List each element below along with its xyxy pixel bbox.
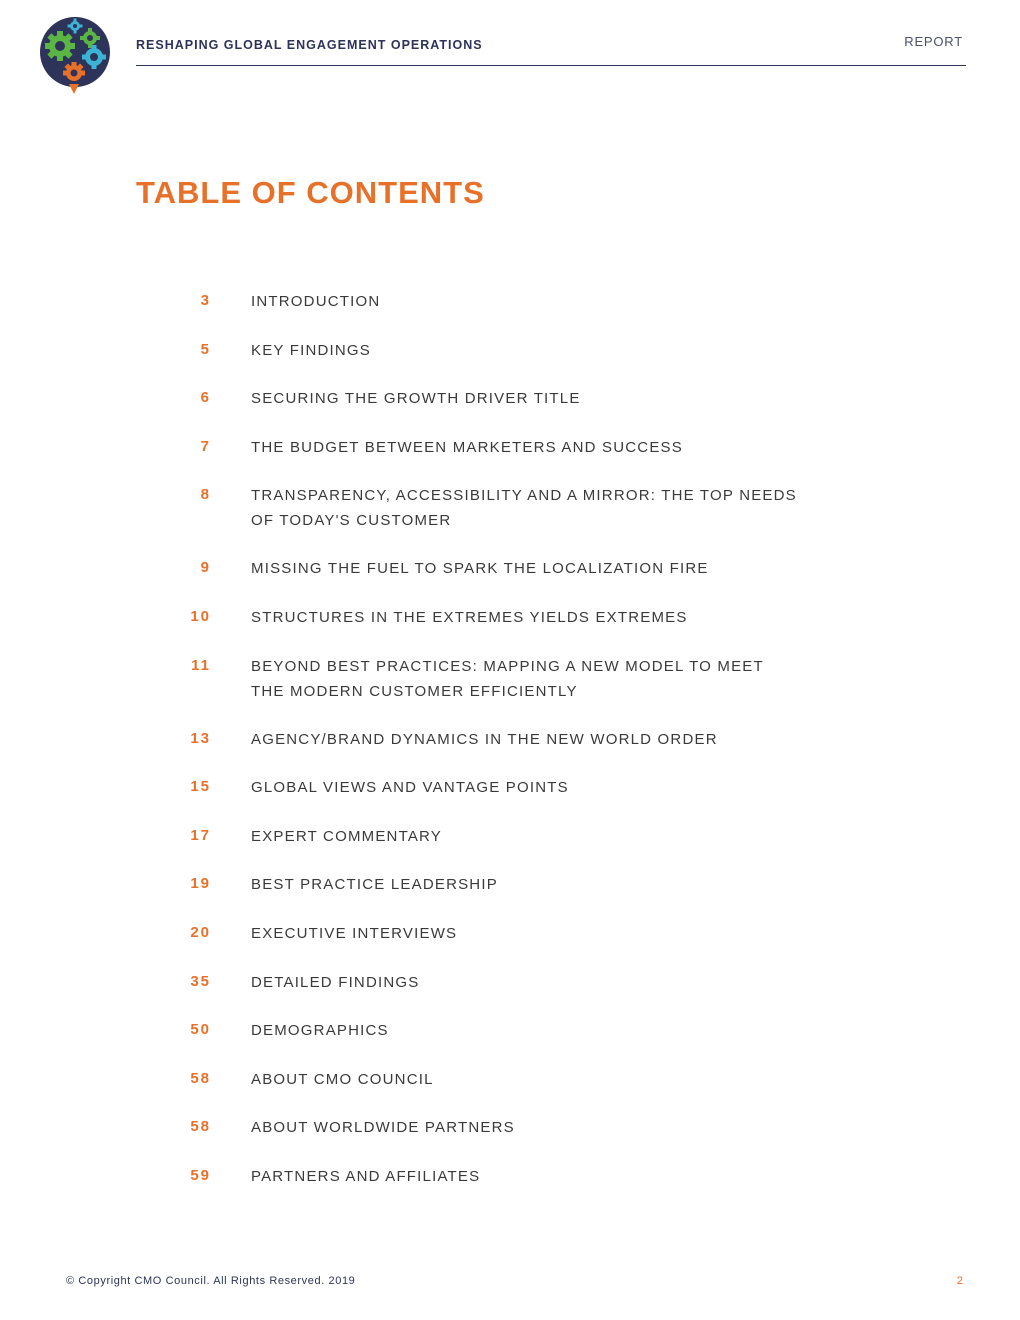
toc-page-number: 58 (190, 1118, 211, 1136)
toc-page-number: 7 (200, 437, 211, 455)
toc-title (251, 1018, 831, 1043)
toc-entry[interactable] (150, 484, 850, 533)
toc-page-number: 15 (190, 778, 211, 796)
toc-title-line: STRUCTURES IN THE EXTREMES YIELDS EXTREMES (251, 608, 688, 626)
toc-title-line: ABOUT CMO COUNCIL (251, 1070, 434, 1088)
toc-entry[interactable] (150, 776, 850, 800)
header-title: RESHAPING GLOBAL ENGAGEMENT OPERATIONS (136, 38, 483, 52)
toc-title-line: TRANSPARENCY, ACCESSIBILITY AND A MIRROR: THE TOP NEEDS (251, 487, 797, 505)
toc-title (251, 1067, 831, 1092)
toc-title (251, 1115, 831, 1140)
toc-page-number: 19 (190, 875, 211, 893)
toc-entry[interactable] (150, 655, 850, 704)
toc-page-number: 5 (200, 340, 211, 358)
toc-title (251, 654, 831, 704)
header-divider (136, 65, 966, 66)
toc-entry[interactable] (150, 1019, 850, 1043)
toc-page-number: 50 (190, 1021, 211, 1039)
toc-entry[interactable] (150, 387, 850, 411)
toc-entry[interactable] (150, 436, 850, 460)
header-report-tag: REPORT (904, 34, 963, 49)
toc-page-number: 8 (200, 486, 211, 504)
toc-page-number: 35 (190, 972, 211, 990)
toc-entry[interactable] (150, 1068, 850, 1092)
toc-entry[interactable] (150, 557, 850, 581)
toc-title-line: EXPERT COMMENTARY (251, 827, 442, 845)
toc-title-line: DETAILED FINDINGS (251, 973, 420, 991)
toc-page-number: 58 (190, 1069, 211, 1087)
toc-title (251, 921, 831, 946)
toc-title (251, 727, 831, 752)
toc-entry[interactable] (150, 290, 850, 314)
toc-title-line: OF TODAY'S CUSTOMER (251, 512, 452, 530)
toc-page-number: 20 (190, 923, 211, 941)
toc-title-line: SECURING THE GROWTH DRIVER TITLE (251, 390, 581, 408)
toc-title-line: DEMOGRAPHICS (251, 1022, 389, 1040)
toc-page-number: 17 (190, 826, 211, 844)
toc-entry[interactable] (150, 922, 850, 946)
toc-title (251, 338, 831, 363)
toc-entry[interactable] (150, 339, 850, 363)
toc-title (251, 556, 831, 581)
toc-title (251, 872, 831, 897)
toc-page-number: 9 (200, 559, 211, 577)
toc-title (251, 1164, 831, 1189)
toc-title-line: PARTNERS AND AFFILIATES (251, 1167, 481, 1185)
toc-title-line: THE MODERN CUSTOMER EFFICIENTLY (251, 682, 578, 700)
toc-title-line: INTRODUCTION (251, 293, 381, 310)
toc-title-line: GLOBAL VIEWS AND VANTAGE POINTS (251, 779, 569, 797)
toc-title (251, 289, 831, 314)
toc-page-number: 11 (191, 656, 211, 674)
toc-title-line: MISSING THE FUEL TO SPARK THE LOCALIZATION FIRE (251, 560, 709, 578)
page-title: TABLE OF CONTENTS (136, 175, 485, 210)
toc-title-line: BEYOND BEST PRACTICES: MAPPING A NEW MODEL TO MEET (251, 657, 764, 675)
toc-page-number: 10 (190, 607, 211, 625)
toc-title-line: AGENCY/BRAND DYNAMICS IN THE NEW WORLD ORDER (251, 730, 718, 748)
toc-title (251, 970, 831, 995)
toc-title-line: EXECUTIVE INTERVIEWS (251, 924, 458, 942)
footer-page-number: 2 (956, 1275, 963, 1287)
toc-page-number: 13 (190, 729, 211, 747)
toc-entry[interactable] (150, 1116, 850, 1140)
toc-title-line: ABOUT WORLDWIDE PARTNERS (251, 1119, 515, 1137)
toc-title-line: KEY FINDINGS (251, 341, 371, 359)
toc-title (251, 605, 831, 630)
toc-entry[interactable] (150, 873, 850, 897)
toc-title (251, 775, 831, 800)
toc-page-number: 59 (190, 1166, 211, 1184)
toc-title (251, 435, 831, 460)
toc-entry[interactable] (150, 728, 850, 752)
toc-entry[interactable] (150, 971, 850, 995)
toc-title (251, 386, 831, 411)
footer-copyright: © Copyright CMO Council. All Rights Reserved. 2019 (66, 1275, 356, 1287)
toc-title-line: THE BUDGET BETWEEN MARKETERS AND SUCCESS (251, 438, 683, 456)
toc-entry[interactable] (150, 1165, 850, 1189)
toc-entry[interactable] (150, 606, 850, 630)
toc-page-number: 3 (200, 292, 211, 309)
table-of-contents (150, 290, 850, 1214)
toc-title (251, 824, 831, 849)
gears-logo-icon (38, 16, 112, 96)
toc-title-line: BEST PRACTICE LEADERSHIP (251, 876, 498, 894)
toc-page-number: 6 (200, 389, 211, 407)
toc-title (251, 483, 831, 533)
toc-entry[interactable] (150, 825, 850, 849)
